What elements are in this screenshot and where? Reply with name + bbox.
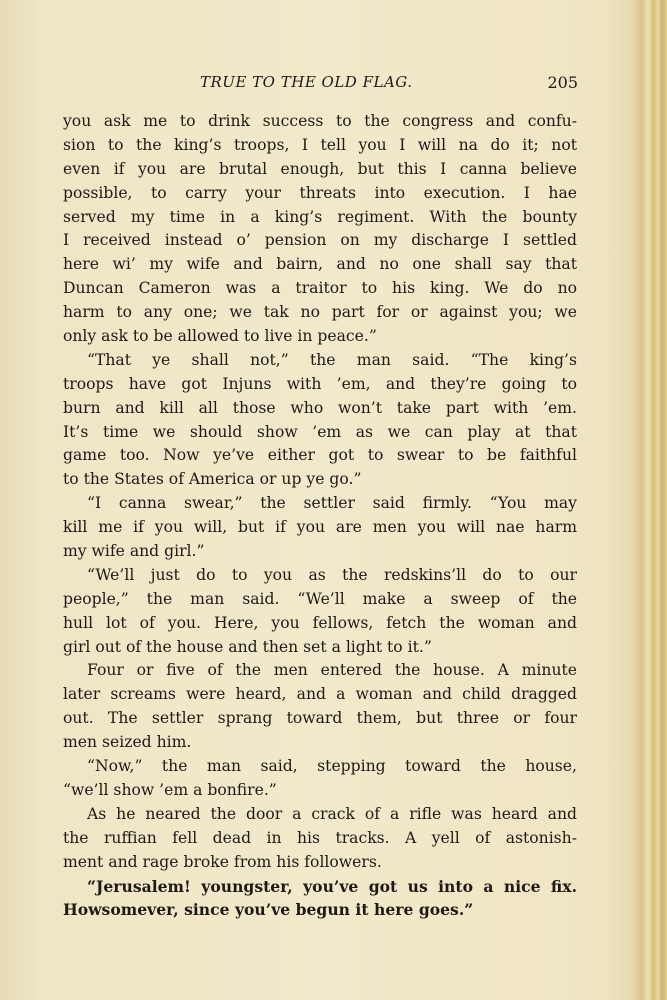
text-line: here wi’ my wife and bairn, and no one shall say that <box>63 255 577 274</box>
text-line: “I canna swear,” the settler said firmly. “You may <box>87 494 577 513</box>
text-line: my wife and girl.” <box>63 542 205 561</box>
text-line: served my time in a king’s regiment. With the bounty <box>63 207 577 226</box>
page-header <box>60 73 578 95</box>
text-line: “we’ll show ’em a bonfire.” <box>63 780 277 799</box>
page-number: 205 <box>547 73 578 92</box>
text-line: the ruffian fell dead in his tracks. A yell of astonish- <box>63 828 577 847</box>
text-line: Four or five of the men entered the house. A minute <box>87 661 577 680</box>
text-line: As he neared the door a crack of a rifle was heard and <box>87 804 577 823</box>
text-line: It’s time we should show ’em as we can play at that <box>63 422 577 441</box>
text-line: “That ye shall not,” the man said. “The king’s <box>87 350 577 369</box>
text-line: only ask to be allowed to live in peace.” <box>63 327 377 346</box>
text-line: troops have got Injuns with ’em, and they’re going to <box>63 374 577 393</box>
text-line: “Jerusalem! youngster, you’ve got us into a nice fix. <box>87 876 577 896</box>
text-line: girl out of the house and then set a light to it.” <box>63 637 432 656</box>
text-line: Duncan Cameron was a traitor to his king. We do no <box>63 279 577 298</box>
text-line: later screams were heard, and a woman and child dragged <box>63 685 577 704</box>
text-line: out. The settler sprang toward them, but three or four <box>63 709 577 728</box>
text-line: even if you are brutal enough, but this I canna believe <box>63 159 577 178</box>
text-line: to the States of America or up ye go.” <box>63 470 362 489</box>
text-line: hull lot of you. Here, you fellows, fetch the woman and <box>63 613 577 632</box>
text-line: people,” the man said. “We’ll make a sweep of the <box>63 589 577 608</box>
body-text <box>63 110 577 922</box>
text-line: I received instead o’ pension on my discharge I settled <box>63 231 577 250</box>
text-line: kill me if you will, but if you are men you will nae harm <box>63 518 577 537</box>
text-line: “We’ll just do to you as the redskins’ll do to our <box>87 565 577 584</box>
text-line: men seized him. <box>63 733 192 752</box>
text-line: burn and kill all those who won’t take part with ’em. <box>63 398 577 417</box>
text-line: you ask me to drink success to the congress and confu- <box>63 112 577 130</box>
running-title: TRUE TO THE OLD FLAG. <box>200 73 413 91</box>
text-line: game too. Now ye’ve either got to swear to be faithful <box>63 446 577 465</box>
text-line: sion to the king’s troops, I tell you I will na do it; not <box>63 135 577 154</box>
text-line: harm to any one; we tak no part for or against you; we <box>63 303 577 322</box>
text-line: possible, to carry your threats into execution. I hae <box>63 183 577 202</box>
text-line: ment and rage broke from his followers. <box>63 852 382 871</box>
text-line: Howsomever, since you’ve begun it here goes.” <box>63 900 474 920</box>
text-line: “Now,” the man said, stepping toward the house, <box>87 757 577 776</box>
